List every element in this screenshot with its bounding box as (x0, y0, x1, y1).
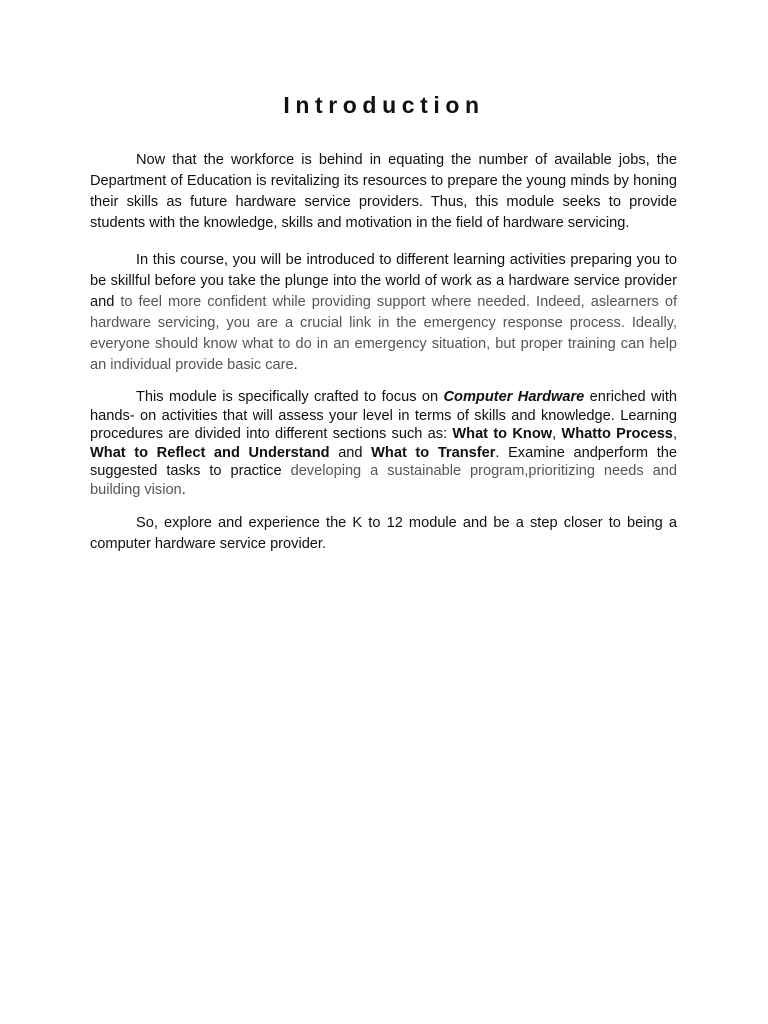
paragraph-2-end: . (293, 357, 298, 373)
paragraph-3-separator-3: and (329, 444, 372, 461)
paragraph-1: Now that the workforce is behind in equating the number of available jobs, the Department of Education is revitalizing its resources to prepare the young minds by honing their skills as future hardware service providers. Thus, this module seeks to provide students with the knowledge, skills and motivation in the field of hardware servicing. (90, 152, 677, 231)
section-what-to-reflect: What to Reflect and Understand (90, 444, 330, 461)
paragraph-3-text: This module is specifically crafted to focus on (136, 389, 444, 405)
paragraph-3-text-2: enriched with hands- on activities that will assess your level in terms of skills and knowledge. Learning procedures are divided into different sections such as: (90, 389, 677, 443)
section-what-to-know: What to Know (452, 426, 553, 443)
paragraph-3 (90, 388, 677, 500)
section-what-to-transfer: What to Transfer (371, 444, 496, 461)
paragraph-3-separator-1: , (552, 426, 562, 443)
paragraph-3-end: . (181, 481, 186, 498)
computer-hardware-emphasis: Computer Hardware (443, 389, 585, 405)
paragraph-2-muted-text: to feel more confident while providing support where needed. Indeed, aslearners of hardware servicing, you are a crucial link in the emergency response process. Ideally, everyone should know what to do in an emergency situation, but proper training can help an individual provide basic care (90, 294, 678, 373)
paragraph-4: So, explore and experience the K to 12 module and be a step closer to being a computer hardware service provider. (90, 514, 677, 552)
paragraph-3-text-3: . Examine andperform the suggested tasks to practice (90, 444, 677, 480)
paragraph-2-text: In this course, you will be introduced to different learning activities preparing you to be skillful before you take the plunge into the world of work as a hardware service provider and (90, 252, 677, 310)
paragraph-3-muted-text: developing a sustainable program,prioritizing needs and building vision (90, 463, 677, 498)
paragraph-2 (90, 250, 677, 376)
paragraph-3-separator-2: , (672, 426, 677, 443)
page-title: Introduction (283, 92, 485, 118)
section-what-to-process: Whatto Process (561, 426, 673, 443)
document-body (90, 150, 677, 555)
